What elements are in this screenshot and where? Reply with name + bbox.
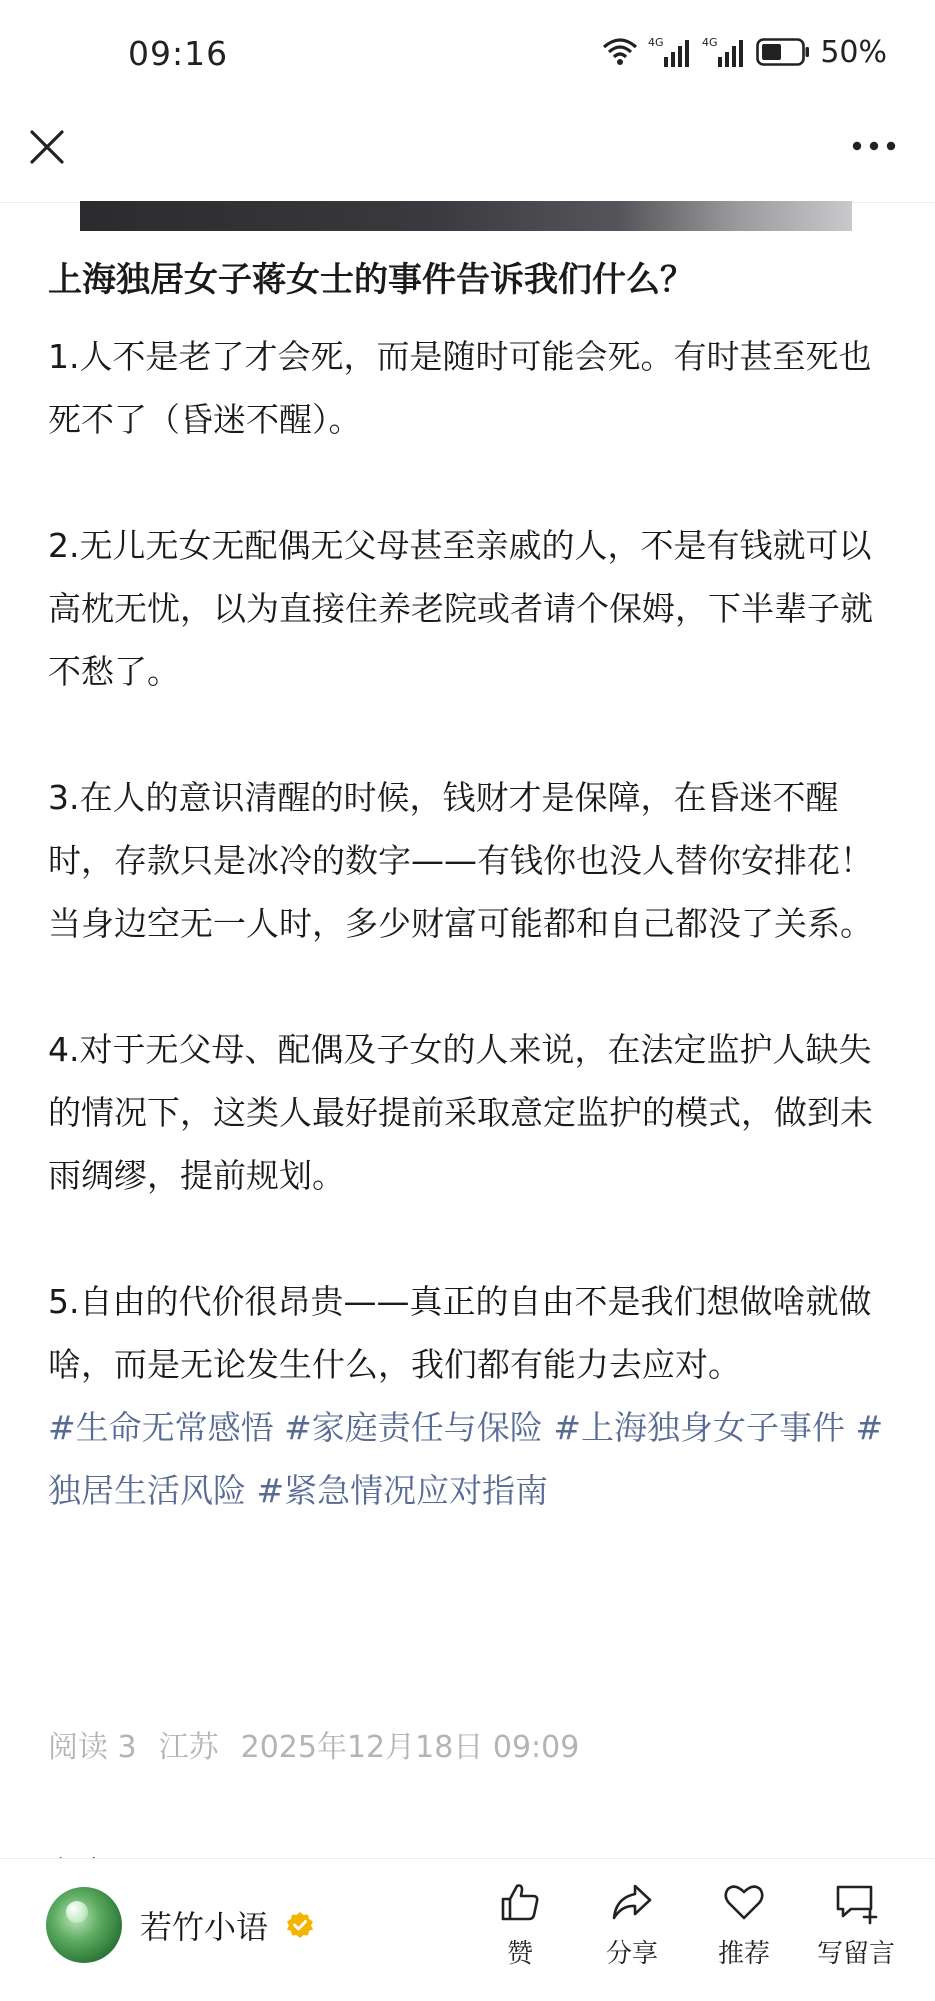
author-info[interactable] bbox=[46, 1887, 314, 1963]
paragraph-1: 1.人不是老了才会死，而是随时可能会死。有时甚至死也死不了（昏迷不醒）。 bbox=[48, 337, 872, 439]
hashtag-link[interactable]: #上海独身女子事件 bbox=[553, 1408, 845, 1447]
article-image[interactable] bbox=[80, 201, 852, 231]
write-comment-label: 写留言 bbox=[817, 1939, 896, 1969]
status-icons bbox=[602, 32, 887, 72]
paragraph-3: 3.在人的意识清醒的时候，钱财才是保障，在昏迷不醒时，存款只是冰冷的数字——有钱你也没人替你安排花！当身边空无一人时，多少财富可能都和自己都没了关系。 bbox=[48, 778, 873, 943]
heart-icon bbox=[721, 1879, 767, 1925]
network-type-2: 4G bbox=[702, 36, 718, 49]
signal-icon-2 bbox=[702, 35, 746, 69]
paragraph-5: 5.自由的代价很昂贵——真正的自由不是我们想做啥就做啥，而是无论发生什么，我们都有能力去应对。 bbox=[48, 1282, 872, 1384]
status-bar bbox=[0, 0, 935, 110]
network-type-1: 4G bbox=[648, 36, 664, 49]
paragraph-4: 4.对于无父母、配偶及子女的人来说，在法定监护人缺失的情况下，这类人最好提前采取意定监护的模式，做到未雨绸缪，提前规划。 bbox=[48, 1030, 873, 1195]
write-comment-button[interactable] bbox=[817, 1879, 895, 1970]
wifi-icon bbox=[602, 37, 638, 67]
thumbs-up-icon bbox=[497, 1879, 543, 1925]
hashtag-link[interactable]: #独居生活风险 bbox=[48, 1408, 884, 1510]
publish-time: 2025年12月18日 09:09 bbox=[240, 1730, 580, 1765]
author-name[interactable]: 若竹小语 bbox=[140, 1908, 269, 1946]
like-button[interactable] bbox=[481, 1879, 559, 1970]
article-body bbox=[48, 255, 888, 1522]
bottom-action-bar bbox=[0, 1858, 935, 2001]
hashtag-link[interactable]: #紧急情况应对指南 bbox=[256, 1471, 549, 1510]
avatar[interactable] bbox=[46, 1887, 122, 1963]
like-label: 赞 bbox=[506, 1939, 533, 1969]
more-icon bbox=[851, 136, 897, 156]
verified-badge-icon bbox=[286, 1911, 314, 1939]
share-button[interactable] bbox=[593, 1879, 671, 1970]
close-button[interactable] bbox=[26, 126, 68, 168]
share-label: 分享 bbox=[605, 1939, 658, 1969]
share-icon bbox=[609, 1879, 655, 1925]
article-meta bbox=[48, 1722, 579, 1766]
close-icon bbox=[26, 126, 68, 168]
hashtag-list bbox=[48, 1396, 888, 1522]
status-time: 09:16 bbox=[128, 34, 229, 73]
article-title: 上海独居女子蒋女士的事件告诉我们什么？ bbox=[48, 260, 694, 300]
hashtag-link[interactable]: #生命无常感悟 bbox=[48, 1408, 274, 1447]
recommend-button[interactable] bbox=[705, 1879, 783, 1970]
battery-percent: 50% bbox=[820, 34, 887, 70]
paragraph-2: 2.无儿无女无配偶无父母甚至亲戚的人，不是有钱就可以高枕无忧，以为直接住养老院或者请个保姆，下半辈子就不愁了。 bbox=[48, 526, 873, 691]
recommend-label: 推荐 bbox=[717, 1939, 770, 1969]
signal-icon bbox=[648, 35, 692, 69]
location: 江苏 bbox=[158, 1730, 219, 1765]
top-nav-bar bbox=[0, 110, 935, 203]
hashtag-link[interactable]: #家庭责任与保险 bbox=[284, 1408, 543, 1447]
more-options-button[interactable] bbox=[851, 136, 897, 156]
comment-add-icon bbox=[833, 1879, 879, 1925]
battery-icon bbox=[756, 38, 810, 66]
read-count: 阅读 3 bbox=[48, 1730, 137, 1765]
action-buttons bbox=[481, 1879, 895, 1970]
